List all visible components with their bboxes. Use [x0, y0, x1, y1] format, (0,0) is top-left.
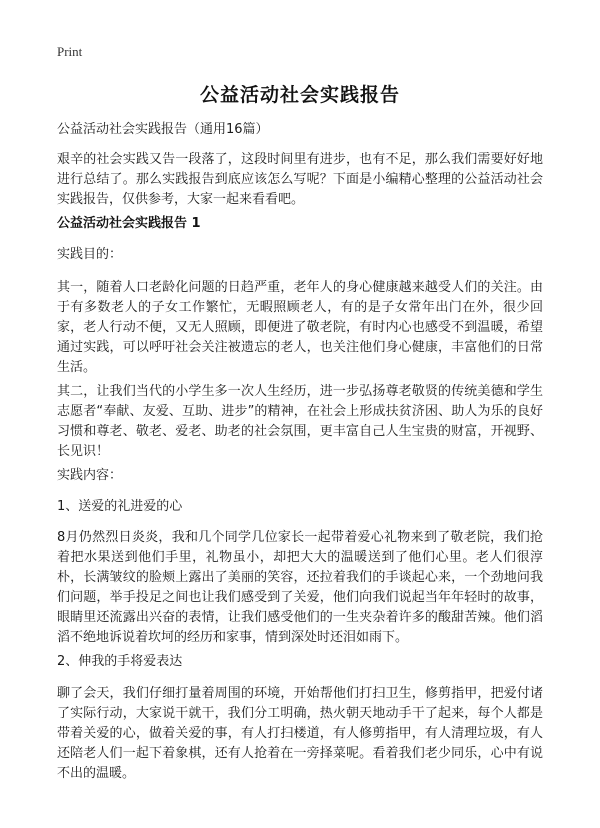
- item-paragraph-2: 聊了会天，我们仔细打量着周围的环境，开始帮他们打扫卫生，修剪指甲，把爱付诸了实际行动，大家说干就干，我们分工明确，热火朝天地动手干了起来，每个人都是带着关爱的心，做着关爱的事，有人打扫楼道，有人修剪指甲，有人清理垃圾，有人还陪老人们一起下着象棋，还有人抢着在一旁择菜呢。看着我们老少同乐，心中有说不出的温暖。: [57, 686, 543, 781]
- section-heading: 公益活动社会实践报告 1: [57, 216, 201, 231]
- item-paragraph-1: 8月仍然烈日炎炎，我和几个同学几位家长一起带着爱心礼物来到了敬老院，我们抢着把水果送到他们手里，礼物虽小，却把大大的温暖送到了他们心里。老人们很淳朴，长满皱纹的脸颊上露出了美丽的笑容，还拉着我们的手谈起心来，一个劲地问我们问题，举手投足之间也让我们感受到了关爱，他们向我们说起当年年轻时的故事，眼睛里还流露出兴奋的表情，让我们感受他们的一生夹杂着许多的酸甜苦辣。他们滔滔不绝地诉说着坎坷的经历和家事，情到深处时还泪如雨下。: [57, 530, 543, 645]
- item-heading-1: 1、送爱的礼进爱的心: [57, 499, 183, 514]
- purpose-label: 实践目的：: [57, 247, 123, 262]
- page-title: 公益活动社会实践报告: [199, 84, 400, 106]
- intro-paragraph: 艰辛的社会实践又告一段落了，这段时间里有进步，也有不足，那么我们需要好好地进行总结了。那么实践报告到底应该怎么写呢？下面是小编精心整理的公益活动社会实践报告，仅供参考，大家一起来看看吧。: [57, 152, 543, 207]
- print-label[interactable]: Print: [57, 44, 83, 59]
- content-label: 实践内容：: [57, 468, 123, 483]
- document-subtitle: 公益活动社会实践报告（通用16篇）: [57, 122, 269, 137]
- purpose-paragraph-2: 其二，让我们当代的小学生多一次人生经历，进一步弘扬尊老敬贤的传统美德和学生志愿者“奉献、友爱、互助、进步”的精神，在社会上形成扶贫济困、助人为乐的良好习惯和尊老、敬老、爱老、助老的社会氛围，更丰富自己人生宝贵的财富，开视野、长见识！: [57, 384, 543, 459]
- purpose-paragraph-1: 其一，随着人口老龄化问题的日趋严重，老年人的身心健康越来越受人们的关注。由于有多数老人的子女工作繁忙，无暇照顾老人，有的是子女常年出门在外，很少回家，老人行动不便，又无人照顾，即便进了敬老院，有时内心也感受不到温暖，希望通过实践，可以呼吁社会关注被遗忘的老人，也关注他们身心健康，丰富他们的日常生活。: [57, 280, 543, 375]
- item-heading-2: 2、伸我的手将爱表达: [57, 654, 183, 669]
